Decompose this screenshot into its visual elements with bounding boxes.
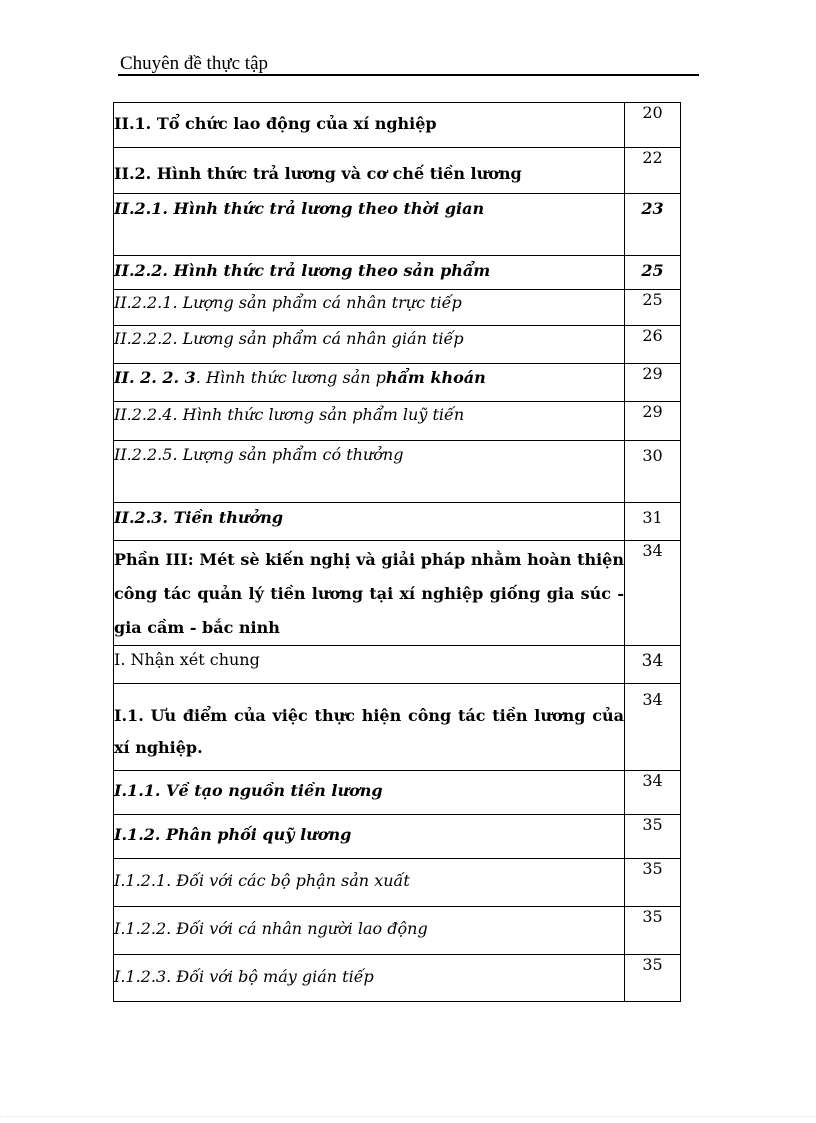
table-of-contents — [113, 102, 681, 1002]
toc-row — [114, 364, 681, 402]
toc-row — [114, 402, 681, 441]
toc-row — [114, 326, 681, 364]
toc-entry-title: I.1.2.2. Đối với cá nhân người lao động — [114, 907, 625, 955]
toc-entry-title: Phần III: Mét sè kiến nghị và giải pháp nhằm hoàn thiện công tác quản lý tiền lương tại xí nghiệp giống gia súc - gia cầm - bắc ninh — [114, 541, 625, 646]
page-header-title: Chuyên đề thực tập — [120, 53, 269, 74]
toc-entry-page: 35 — [625, 955, 681, 1002]
toc-entry-page: 25 — [625, 256, 681, 290]
toc-entry-title: I.1. Ưu điểm của việc thực hiện công tác tiền lương của xí nghiệp. — [114, 684, 625, 771]
toc-entry-page: 31 — [625, 503, 681, 541]
toc-entry-page: 20 — [625, 103, 681, 148]
toc-row — [114, 541, 681, 646]
toc-entry-title-number: II. 2. 2. 3 — [114, 368, 196, 387]
toc-entry-title: II.2.2. Hình thức trả lương theo sản phẩm — [114, 256, 625, 290]
toc-entry-page: 29 — [625, 402, 681, 441]
toc-entry-title: II.2.2.2. Lương sản phẩm cá nhân gián tiếp — [114, 326, 625, 364]
toc-entry-title-text: . Hình thức lương sản p — [195, 368, 386, 387]
toc-row — [114, 815, 681, 859]
toc-entry-page: 34 — [625, 771, 681, 815]
toc-entry-title-text-bold: hẩm khoán — [385, 368, 486, 387]
toc-entry-page: 35 — [625, 859, 681, 907]
toc-entry-title: II.2.3. Tiền thưởng — [114, 503, 625, 541]
header-rule — [118, 74, 699, 76]
toc-entry-title: II.2.2.4. Hình thức lương sản phẩm luỹ tiến — [114, 402, 625, 441]
toc-entry-title: II.1. Tổ chức lao động của xí nghiệp — [114, 103, 625, 148]
toc-entry-page: 30 — [625, 441, 681, 503]
toc-row — [114, 503, 681, 541]
toc-row — [114, 441, 681, 503]
toc-row — [114, 684, 681, 771]
toc-entry-title — [114, 364, 625, 402]
toc-entry-title: I. Nhận xét chung — [114, 646, 625, 684]
toc-entry-title: I.1.1. Về tạo nguồn tiền lương — [114, 771, 625, 815]
toc-entry-page: 22 — [625, 148, 681, 194]
toc-entry-page: 25 — [625, 290, 681, 326]
toc-entry-title: II.2.1. Hình thức trả lương theo thời gian — [114, 194, 625, 256]
toc-row — [114, 771, 681, 815]
toc-entry-title: I.1.2. Phân phối quỹ lương — [114, 815, 625, 859]
toc-row — [114, 194, 681, 256]
toc-entry-page: 29 — [625, 364, 681, 402]
toc-entry-title: II.2. Hình thức trả lương và cơ chế tiền lương — [114, 148, 625, 194]
toc-row — [114, 955, 681, 1002]
toc-entry-page: 26 — [625, 326, 681, 364]
toc-row — [114, 103, 681, 148]
toc-entry-page: 35 — [625, 815, 681, 859]
toc-row — [114, 148, 681, 194]
page-bottom-edge — [0, 1116, 816, 1117]
toc-entry-page: 34 — [625, 541, 681, 646]
toc-entry-page: 35 — [625, 907, 681, 955]
toc-entry-title: I.1.2.3. Đối với bộ máy gián tiếp — [114, 955, 625, 1002]
toc-entry-title: I.1.2.1. Đối với các bộ phận sản xuất — [114, 859, 625, 907]
toc-row — [114, 907, 681, 955]
toc-row — [114, 859, 681, 907]
toc-row — [114, 646, 681, 684]
toc-entry-page: 34 — [625, 646, 681, 684]
toc-row — [114, 256, 681, 290]
toc-entry-page: 23 — [625, 194, 681, 256]
toc-entry-page: 34 — [625, 684, 681, 771]
toc-row — [114, 290, 681, 326]
toc-entry-title: II.2.2.5. Lượng sản phẩm có thưởng — [114, 441, 625, 503]
toc-entry-title: II.2.2.1. Lượng sản phẩm cá nhân trực tiếp — [114, 290, 625, 326]
